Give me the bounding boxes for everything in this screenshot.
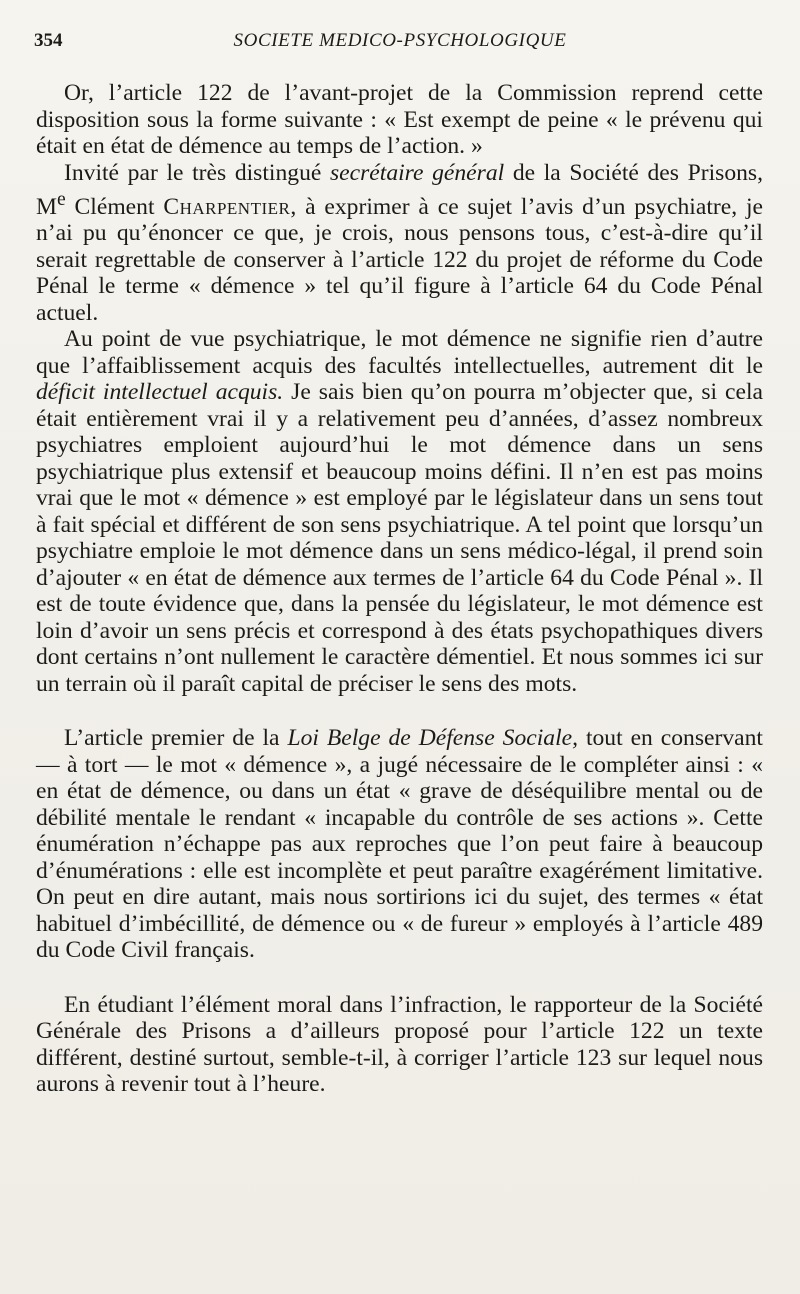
paragraph-2 xyxy=(36,160,763,327)
page-header xyxy=(34,30,766,56)
section-gap xyxy=(36,964,763,992)
running-head: SOCIETE MEDICO-PSYCHOLOGIQUE xyxy=(233,30,567,51)
paragraph-1 xyxy=(36,80,763,160)
page-number: 354 xyxy=(34,30,63,51)
paragraph-4 xyxy=(36,725,763,964)
paragraph-2-text-d: , à exprimer à ce sujet l’avis d’un psychiatre, je n’ai pu qu’énoncer ce que, je crois, nous pensons tous, c’est-à-dire qu’il serait regrettable de conserver à l’article 122 du projet de réforme du Code Pénal le terme « démence » tel qu’il figure à l’article 64 du Code Pénal actuel. xyxy=(36,193,763,326)
paragraph-5 xyxy=(36,992,763,1098)
paragraph-4-text-b: tout en conservant — à tort — le mot « démence », a jugé nécessaire de le compléter ainsi : « en état de démence, ou dans un état « grave de déséquilibre mental ou de débilité mentale le rendant « incapable du contrôle de ses actions ». Cette énumération n’échappe pas aux reproches que l’on peut faire à beaucoup d’énumérations : elle est incomplète et peut paraître exagérément limitative. On peut en dire autant, mais nous sortirions ici du sujet, des termes « état habituel d’imbécillité, de démence ou « de fureur » employés à l’article 489 du Code Civil français. xyxy=(36,725,763,964)
paragraph-3-emphasis: déficit intellectuel acquis. xyxy=(36,379,284,406)
paragraph-3 xyxy=(36,326,763,697)
paragraph-2-text-b: de la Société des Prisons, M xyxy=(36,159,763,220)
author-name-smallcaps: Charpentier xyxy=(163,193,291,220)
paragraph-2-text-c: Clément xyxy=(65,193,164,220)
paragraph-3-text-a: Au point de vue psychiatrique, le mot démence ne signifie rien d’autre que l’affaiblissement acquis des facultés intellectuelles, autrement dit le xyxy=(36,326,763,379)
paragraph-3-text-b: Je sais bien qu’on pourra m’objecter que, si cela était entièrement vrai il y a relativement peu d’années, d’assez nombreux psychiatres emploient aujourd’hui le mot démence dans un sens psychiatrique plus extensif et beaucoup moins défini. Il n’en est pas moins vrai que le mot « démence » est employé par le législateur dans un sens tout à fait spécial et différent de son sens psychiatrique. A tel point que lorsqu’un psychiatre emploie le mot démence dans un sens médico-légal, il prend soin d’ajouter « en état de démence aux termes de l’article 64 du Code Pénal ». Il est de toute évidence que, dans la pensée du législateur, le mot démence est loin d’avoir un sens précis et correspond à des états psychopathiques divers dont certains n’ont nullement le caractère démentiel. Et nous sommes ici sur un terrain où il paraît capital de préciser le sens des mots. xyxy=(36,379,763,697)
maitre-superscript: e xyxy=(56,188,66,210)
paragraph-1-text: Or, l’article 122 de l’avant-projet de la Commission reprend cette disposition sous la forme suivante : « Est exempt de peine « le prévenu qui était en état de démence au temps de l’action. » xyxy=(36,80,763,159)
body-text xyxy=(36,80,763,1098)
section-gap xyxy=(36,697,763,725)
paragraph-5-text: En étudiant l’élément moral dans l’infraction, le rapporteur de la Société Générale des Prisons a d’ailleurs proposé pour l’article 122 un texte différent, destiné surtout, semble-t-il, à corriger l’article 123 sur lequel nous aurons à revenir tout à l’heure. xyxy=(36,991,763,1098)
paragraph-4-emphasis: Loi Belge de Défense Sociale, xyxy=(287,725,578,752)
paragraph-4-text-a: L’article premier de la xyxy=(64,725,288,752)
paragraph-2-emphasis: secrétaire général xyxy=(330,159,505,186)
paragraph-2-text-a: Invité par le très distingué xyxy=(64,159,330,186)
